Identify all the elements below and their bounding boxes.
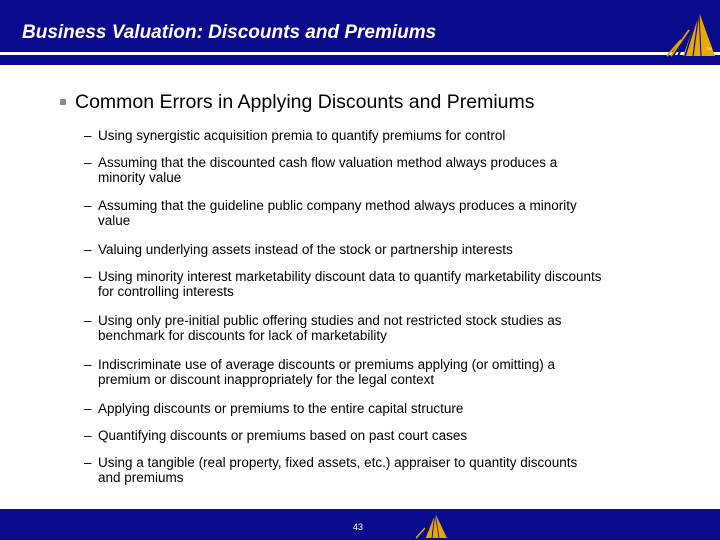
sub-bullet-item [80,242,705,257]
dash-marker: – [84,313,92,328]
sub-bullet-line: Indiscriminate use of average discounts or premiums applying (or omitting) a [98,357,555,372]
dash-marker: – [84,428,92,443]
sub-bullet-line: Using minority interest marketability discount data to quantify marketability discounts [98,269,602,284]
trademark-mark: TM [706,46,712,51]
dash-marker: – [84,455,92,470]
sub-bullet-item [80,128,705,143]
dash-marker: – [84,401,92,416]
sub-bullet-line: Applying discounts or premiums to the entire capital structure [98,401,464,416]
sub-bullet-line: benchmark for discounts for lack of marketability [98,328,387,343]
sub-bullet-line: for controlling interests [98,284,234,299]
sub-bullet-line: Quantifying discounts or premiums based on past court cases [98,428,468,443]
sub-bullet-item [80,155,705,185]
dash-marker: – [84,198,92,213]
sub-bullet-line: Valuing underlying assets instead of the stock or partnership interests [98,242,513,257]
dash-marker: – [84,128,92,143]
sub-bullet-item [80,269,705,299]
sub-bullet-line: Using synergistic acquisition premia to quantify premiums for control [98,128,506,143]
sub-bullet-line: Assuming that the guideline public company method always produces a minority [98,198,577,213]
sub-bullet-item [80,401,705,416]
dash-marker: – [84,269,92,284]
square-bullet-icon [60,99,66,105]
slide-title: Business Valuation: Discounts and Premiums [22,22,437,43]
sub-bullet-line: Assuming that the discounted cash flow valuation method always produces a [98,155,558,170]
main-bullet: Common Errors in Applying Discounts and Premiums [75,91,535,113]
sub-bullet-line: Using a tangible (real property, fixed assets, etc.) appraiser to quantity discounts [98,455,578,470]
sub-bullet-line: Using only pre-initial public offering studies and not restricted stock studies as [98,313,562,328]
sub-bullet-line: value [98,213,131,228]
sub-bullet-item [80,455,705,485]
sub-bullet-item [80,357,705,387]
dash-marker: – [84,242,92,257]
page-number: 43 [353,522,364,532]
sub-bullet-line: minority value [98,170,182,185]
sub-bullet-item [80,428,705,443]
sub-bullet-item [80,313,705,343]
dash-marker: – [84,155,92,170]
sub-bullet-line: premium or discount inappropriately for the legal context [98,372,435,387]
title-underline [0,52,720,55]
sub-bullet-item [80,198,705,228]
dash-marker: – [84,357,92,372]
sub-bullet-line: and premiums [98,470,184,485]
footer-logo-icon [413,512,447,539]
